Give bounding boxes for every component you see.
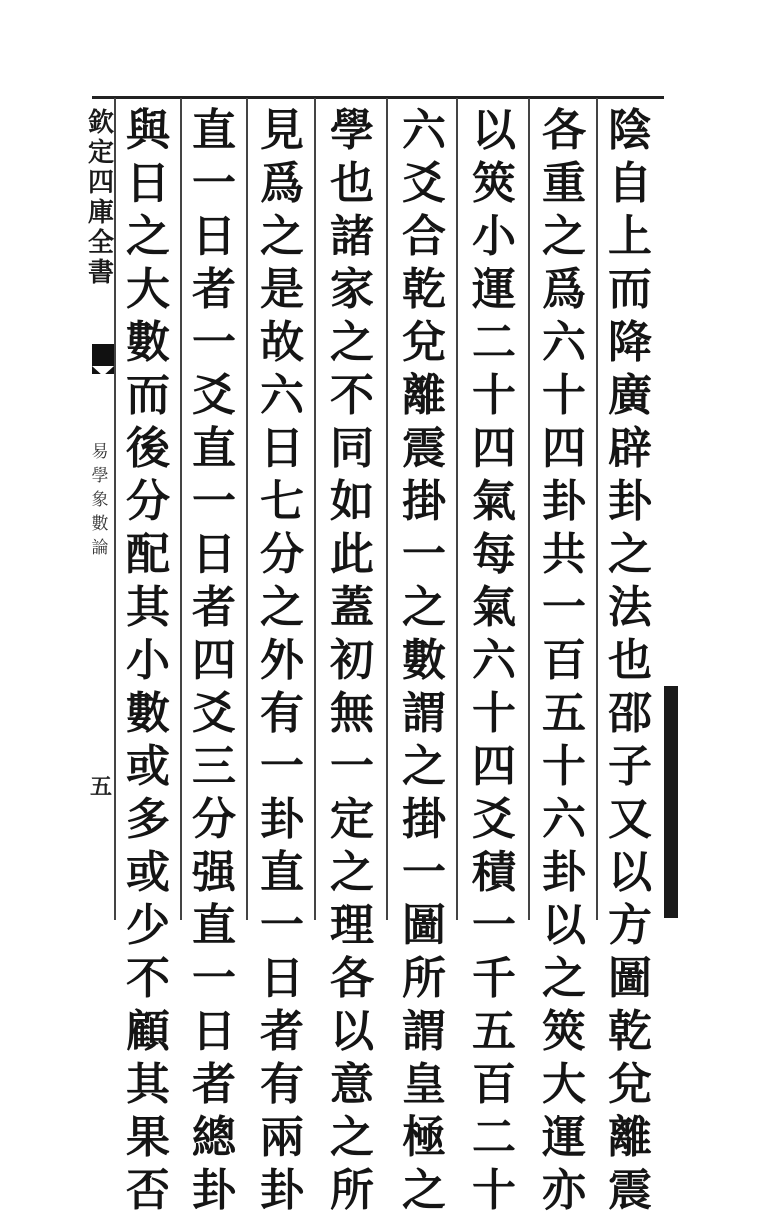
glyph: 顧 (126, 1006, 170, 1057)
glyph: 二 (472, 317, 516, 368)
glyph: 四 (472, 423, 516, 474)
glyph: 方 (608, 900, 652, 951)
glyph: 又 (608, 794, 652, 845)
glyph: 各 (542, 105, 586, 156)
glyph: 爲 (260, 158, 304, 209)
text-column-1 (602, 104, 658, 1216)
glyph: 一 (330, 741, 374, 792)
glyph: 以 (472, 105, 516, 156)
glyph: 亦 (542, 1165, 586, 1216)
margin-glyph: 庫 (88, 198, 115, 228)
glyph: 掛 (402, 476, 446, 527)
glyph: 共 (542, 529, 586, 580)
text-column-3 (466, 104, 522, 1216)
glyph: 十 (472, 688, 516, 739)
glyph: 之 (542, 211, 586, 262)
glyph: 果 (126, 1112, 170, 1163)
glyph: 卦 (192, 1165, 236, 1216)
column-rule (456, 98, 458, 920)
column-rule (528, 98, 530, 920)
glyph: 有 (260, 688, 304, 739)
glyph: 以 (608, 847, 652, 898)
text-column-8 (120, 104, 176, 1216)
glyph: 筴 (542, 1006, 586, 1057)
glyph: 之 (330, 317, 374, 368)
glyph: 之 (542, 953, 586, 1004)
glyph: 每 (472, 529, 516, 580)
glyph: 六 (472, 635, 516, 686)
glyph: 一 (260, 741, 304, 792)
glyph: 日 (260, 423, 304, 474)
glyph: 卦 (542, 476, 586, 527)
margin-glyph: 書 (88, 258, 115, 288)
margin-glyph: 欽 (88, 108, 115, 138)
glyph: 所 (330, 1165, 374, 1216)
glyph: 五 (472, 1006, 516, 1057)
glyph: 不 (330, 370, 374, 421)
glyph: 百 (472, 1059, 516, 1110)
glyph: 日 (192, 211, 236, 262)
glyph: 法 (608, 582, 652, 633)
glyph: 十 (542, 370, 586, 421)
glyph: 各 (330, 953, 374, 1004)
glyph: 兩 (260, 1112, 304, 1163)
glyph: 是 (260, 264, 304, 315)
margin-glyph: 四 (88, 168, 115, 198)
text-column-7 (186, 104, 242, 1216)
column-rule (386, 98, 388, 920)
glyph: 同 (330, 423, 374, 474)
glyph: 分 (192, 794, 236, 845)
glyph: 之 (260, 211, 304, 262)
glyph: 自 (608, 158, 652, 209)
margin-glyph: 數 (91, 514, 109, 534)
glyph: 少 (126, 900, 170, 951)
glyph: 一 (472, 900, 516, 951)
glyph: 而 (126, 370, 170, 421)
glyph: 六 (402, 105, 446, 156)
right-edge-bar (664, 686, 678, 918)
glyph: 之 (402, 1165, 446, 1216)
glyph: 重 (542, 158, 586, 209)
glyph: 氣 (472, 582, 516, 633)
glyph: 一 (260, 900, 304, 951)
glyph: 邵 (608, 688, 652, 739)
glyph: 之 (402, 582, 446, 633)
glyph: 四 (472, 741, 516, 792)
glyph: 震 (608, 1165, 652, 1216)
glyph: 也 (330, 158, 374, 209)
glyph: 數 (402, 635, 446, 686)
glyph: 蓋 (330, 582, 374, 633)
glyph: 家 (330, 264, 374, 315)
glyph: 圖 (402, 900, 446, 951)
glyph: 千 (472, 953, 516, 1004)
text-column-6 (254, 104, 310, 1216)
text-column-5 (324, 104, 380, 1216)
glyph: 圖 (608, 953, 652, 1004)
glyph: 强 (192, 847, 236, 898)
glyph: 數 (126, 688, 170, 739)
glyph: 三 (192, 741, 236, 792)
column-rule (596, 98, 598, 920)
glyph: 多 (126, 794, 170, 845)
glyph: 皇 (402, 1059, 446, 1110)
glyph: 十 (542, 741, 586, 792)
glyph: 也 (608, 635, 652, 686)
margin-collection-title (88, 108, 115, 288)
glyph: 大 (126, 264, 170, 315)
margin-glyph: 定 (88, 138, 115, 168)
glyph: 理 (330, 900, 374, 951)
glyph: 數 (126, 317, 170, 368)
fish-tail-notch (92, 366, 114, 376)
glyph: 一 (192, 317, 236, 368)
glyph: 一 (192, 953, 236, 1004)
glyph: 者 (260, 1006, 304, 1057)
glyph: 乾 (402, 264, 446, 315)
column-rule (246, 98, 248, 920)
glyph: 後 (126, 423, 170, 474)
glyph: 爻 (192, 688, 236, 739)
glyph: 總 (192, 1112, 236, 1163)
margin-glyph: 象 (91, 490, 109, 510)
glyph: 意 (330, 1059, 374, 1110)
glyph: 五 (542, 688, 586, 739)
glyph: 降 (608, 317, 652, 368)
glyph: 無 (330, 688, 374, 739)
glyph: 如 (330, 476, 374, 527)
glyph: 離 (608, 1112, 652, 1163)
glyph: 者 (192, 1059, 236, 1110)
glyph: 一 (192, 158, 236, 209)
glyph: 之 (126, 211, 170, 262)
glyph: 其 (126, 582, 170, 633)
column-rule (314, 98, 316, 920)
glyph: 此 (330, 529, 374, 580)
glyph: 直 (192, 423, 236, 474)
glyph: 所 (402, 953, 446, 1004)
glyph: 十 (472, 1165, 516, 1216)
glyph: 陰 (608, 105, 652, 156)
margin-glyph: 全 (88, 228, 115, 258)
glyph: 卦 (542, 847, 586, 898)
glyph: 兌 (608, 1059, 652, 1110)
glyph: 之 (260, 582, 304, 633)
glyph: 之 (330, 1112, 374, 1163)
glyph: 以 (542, 900, 586, 951)
margin-book-title (90, 440, 110, 560)
glyph: 日 (192, 1006, 236, 1057)
glyph: 四 (542, 423, 586, 474)
glyph: 爻 (472, 794, 516, 845)
glyph: 謂 (402, 688, 446, 739)
glyph: 諸 (330, 211, 374, 262)
glyph: 或 (126, 847, 170, 898)
glyph: 卦 (260, 1165, 304, 1216)
margin-glyph: 易 (91, 442, 109, 462)
glyph: 爲 (542, 264, 586, 315)
glyph: 七 (260, 476, 304, 527)
glyph: 與 (126, 105, 170, 156)
margin-glyph: 論 (91, 538, 109, 558)
glyph: 爻 (192, 370, 236, 421)
glyph: 之 (330, 847, 374, 898)
glyph: 合 (402, 211, 446, 262)
glyph: 運 (542, 1112, 586, 1163)
text-column-4 (396, 104, 452, 1216)
glyph: 小 (126, 635, 170, 686)
glyph: 二 (472, 1112, 516, 1163)
glyph: 故 (260, 317, 304, 368)
glyph: 配 (126, 529, 170, 580)
glyph: 一 (402, 529, 446, 580)
glyph: 筴 (472, 158, 516, 209)
glyph: 謂 (402, 1006, 446, 1057)
glyph: 日 (260, 953, 304, 1004)
glyph: 卦 (608, 476, 652, 527)
glyph: 上 (608, 211, 652, 262)
glyph: 直 (260, 847, 304, 898)
glyph: 否 (126, 1165, 170, 1216)
glyph: 而 (608, 264, 652, 315)
glyph: 震 (402, 423, 446, 474)
margin-glyph: 學 (91, 466, 109, 486)
glyph: 或 (126, 741, 170, 792)
glyph: 其 (126, 1059, 170, 1110)
glyph: 以 (330, 1006, 374, 1057)
glyph: 日 (192, 529, 236, 580)
glyph: 十 (472, 370, 516, 421)
glyph: 辟 (608, 423, 652, 474)
glyph: 六 (260, 370, 304, 421)
page-number: 五 (89, 774, 112, 800)
glyph: 直 (192, 900, 236, 951)
glyph: 氣 (472, 476, 516, 527)
glyph: 百 (542, 635, 586, 686)
glyph: 離 (402, 370, 446, 421)
text-column-2 (536, 104, 592, 1216)
glyph: 學 (330, 105, 374, 156)
glyph: 分 (260, 529, 304, 580)
glyph: 小 (472, 211, 516, 262)
glyph: 六 (542, 794, 586, 845)
glyph: 極 (402, 1112, 446, 1163)
glyph: 者 (192, 264, 236, 315)
glyph: 四 (192, 635, 236, 686)
glyph: 分 (126, 476, 170, 527)
glyph: 直 (192, 105, 236, 156)
glyph: 子 (608, 741, 652, 792)
glyph: 兌 (402, 317, 446, 368)
top-border-rule (92, 96, 664, 99)
glyph: 不 (126, 953, 170, 1004)
glyph: 初 (330, 635, 374, 686)
glyph: 一 (192, 476, 236, 527)
glyph: 一 (402, 847, 446, 898)
glyph: 爻 (402, 158, 446, 209)
column-rule (180, 98, 182, 920)
glyph: 一 (542, 582, 586, 633)
glyph: 廣 (608, 370, 652, 421)
glyph: 積 (472, 847, 516, 898)
glyph: 有 (260, 1059, 304, 1110)
glyph: 外 (260, 635, 304, 686)
column-rule (114, 98, 116, 920)
glyph: 六 (542, 317, 586, 368)
glyph: 見 (260, 105, 304, 156)
glyph: 卦 (260, 794, 304, 845)
glyph: 大 (542, 1059, 586, 1110)
glyph: 定 (330, 794, 374, 845)
glyph: 乾 (608, 1006, 652, 1057)
glyph: 者 (192, 582, 236, 633)
glyph: 掛 (402, 794, 446, 845)
glyph: 運 (472, 264, 516, 315)
glyph: 之 (608, 529, 652, 580)
glyph: 之 (402, 741, 446, 792)
glyph: 日 (126, 158, 170, 209)
